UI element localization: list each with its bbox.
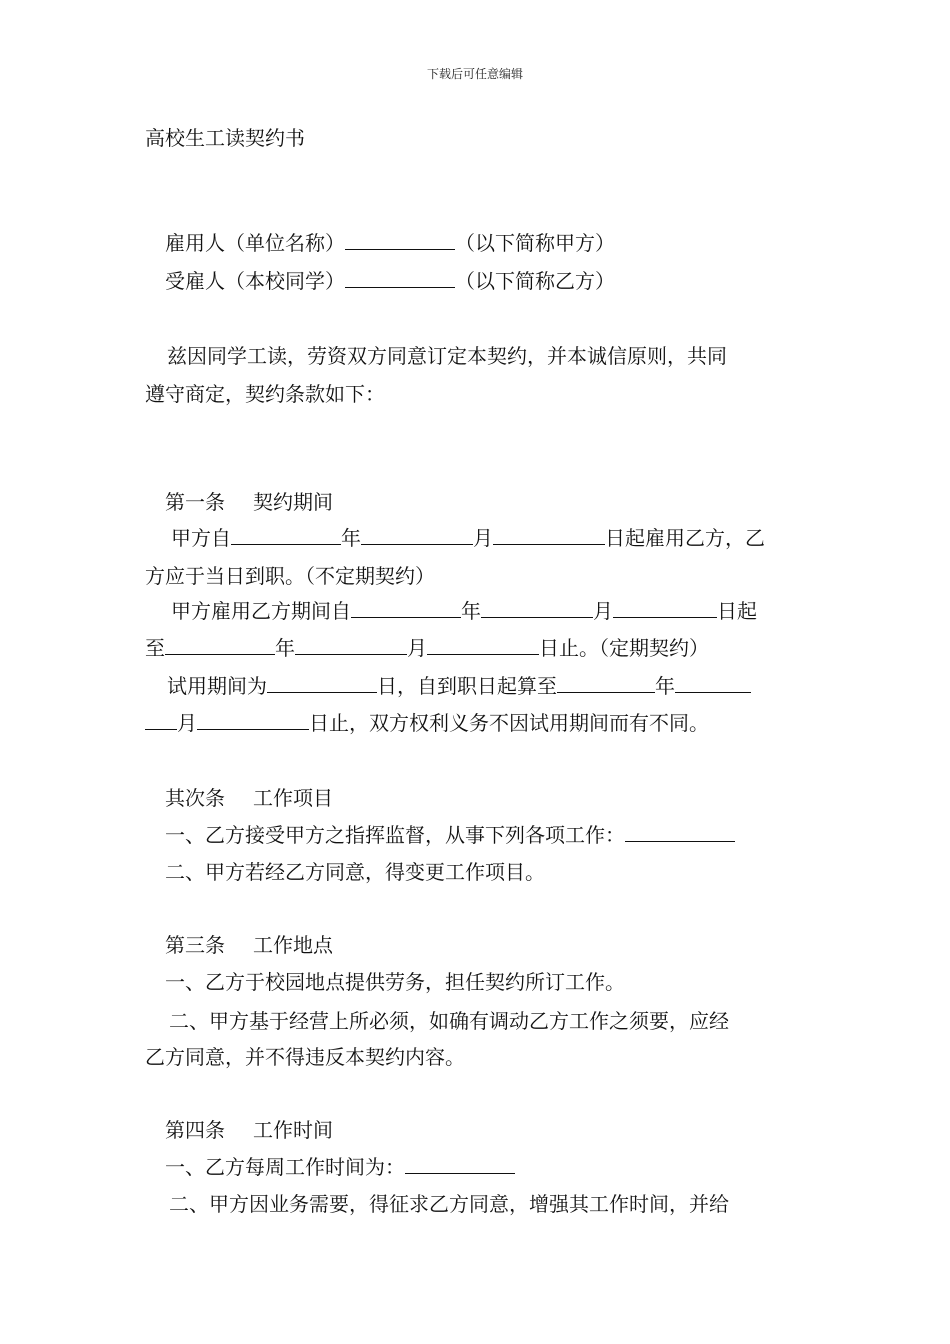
party-a-suffix: （以下简称甲方）	[455, 231, 615, 255]
text-segment: 月	[473, 526, 493, 550]
text-segment: 年	[655, 674, 675, 698]
text-segment: 日止。（定期契约）	[539, 636, 709, 660]
party-a-line	[145, 229, 830, 257]
day-blank[interactable]	[493, 524, 605, 545]
text-segment: 月	[177, 711, 197, 735]
article-3-number: 第三条	[165, 933, 225, 957]
text-segment: 至	[145, 636, 165, 660]
party-b-label: 受雇人（本校同学）	[165, 269, 345, 293]
text-segment: 甲方自	[171, 526, 231, 550]
article-1-line-5	[145, 672, 832, 700]
article-3-topic: 工作地点	[253, 933, 333, 957]
year-blank[interactable]	[557, 672, 655, 693]
article-2-heading	[145, 784, 830, 812]
work-items-blank[interactable]	[625, 821, 735, 842]
party-b-blank[interactable]	[345, 267, 455, 288]
article-3-item-1: 一、乙方于校园地点提供劳务，担任契约所订工作。	[165, 970, 625, 994]
article-4-heading	[145, 1116, 830, 1144]
article-4-item-1	[145, 1153, 830, 1181]
article-1-line-1	[145, 524, 836, 552]
month-blank[interactable]	[675, 672, 751, 693]
text-segment: 一、乙方接受甲方之指挥监督，从事下列各项工作：	[165, 823, 625, 847]
article-4-number: 第四条	[165, 1118, 225, 1142]
text-segment: 月	[407, 636, 427, 660]
article-2-item-2: 二、甲方若经乙方同意，得变更工作项目。	[165, 860, 545, 884]
day-blank[interactable]	[197, 709, 309, 730]
year-blank[interactable]	[165, 634, 275, 655]
text-segment: 试用期间为	[167, 674, 267, 698]
article-1-line-3	[145, 597, 836, 625]
text-segment: 年	[275, 636, 295, 660]
page-header: 下载后可任意编辑	[426, 67, 523, 81]
weekly-hours-blank[interactable]	[405, 1153, 515, 1174]
intro-line-1: 兹因同学工读，劳资双方同意订定本契约，并本诚信原则，共同	[167, 344, 727, 368]
article-1-line-4	[145, 634, 810, 662]
month-blank[interactable]	[361, 524, 473, 545]
text-segment: 年	[461, 599, 481, 623]
year-blank[interactable]	[351, 597, 461, 618]
days-blank[interactable]	[267, 672, 377, 693]
party-a-label: 雇用人（单位名称）	[165, 231, 345, 255]
article-2-number: 其次条	[165, 786, 225, 810]
text-segment: 日起	[717, 599, 757, 623]
article-3-heading	[145, 931, 830, 959]
month-blank[interactable]	[481, 597, 593, 618]
month-blank[interactable]	[295, 634, 407, 655]
article-3-item-2-line-1: 二、甲方基于经营上所必须，如确有调动乙方工作之须要，应经	[169, 1009, 729, 1033]
day-blank[interactable]	[427, 634, 539, 655]
article-2-item-1	[145, 821, 830, 849]
party-b-line	[145, 267, 830, 295]
party-b-suffix: （以下简称乙方）	[455, 269, 615, 293]
article-1-line-6	[145, 709, 810, 737]
text-segment: 甲方雇用乙方期间自	[171, 599, 351, 623]
text-segment: 日，自到职日起算至	[377, 674, 557, 698]
text-segment: 日起雇用乙方，乙	[605, 526, 765, 550]
article-3-item-2-line-2: 乙方同意，并不得违反本契约内容。	[145, 1045, 465, 1069]
article-4-topic: 工作时间	[253, 1118, 333, 1142]
day-blank[interactable]	[613, 597, 717, 618]
month-blank-continued[interactable]	[145, 709, 177, 730]
article-1-number: 第一条	[165, 490, 225, 514]
article-1-heading	[145, 488, 830, 516]
text-segment: 一、乙方每周工作时间为：	[165, 1155, 405, 1179]
text-segment: 年	[341, 526, 361, 550]
text-segment: 日止，双方权利义务不因试用期间而有不同。	[309, 711, 709, 735]
intro-line-2: 遵守商定，契约条款如下：	[145, 382, 385, 406]
text-segment: 月	[593, 599, 613, 623]
party-a-blank[interactable]	[345, 229, 455, 250]
article-2-topic: 工作项目	[253, 786, 333, 810]
article-1-line-2: 方应于当日到职。（不定期契约）	[145, 564, 435, 588]
article-1-topic: 契约期间	[253, 490, 333, 514]
document-title: 高校生工读契约书	[145, 126, 305, 150]
year-blank[interactable]	[231, 524, 341, 545]
article-4-item-2: 二、甲方因业务需要，得征求乙方同意，增强其工作时间，并给	[169, 1192, 729, 1216]
